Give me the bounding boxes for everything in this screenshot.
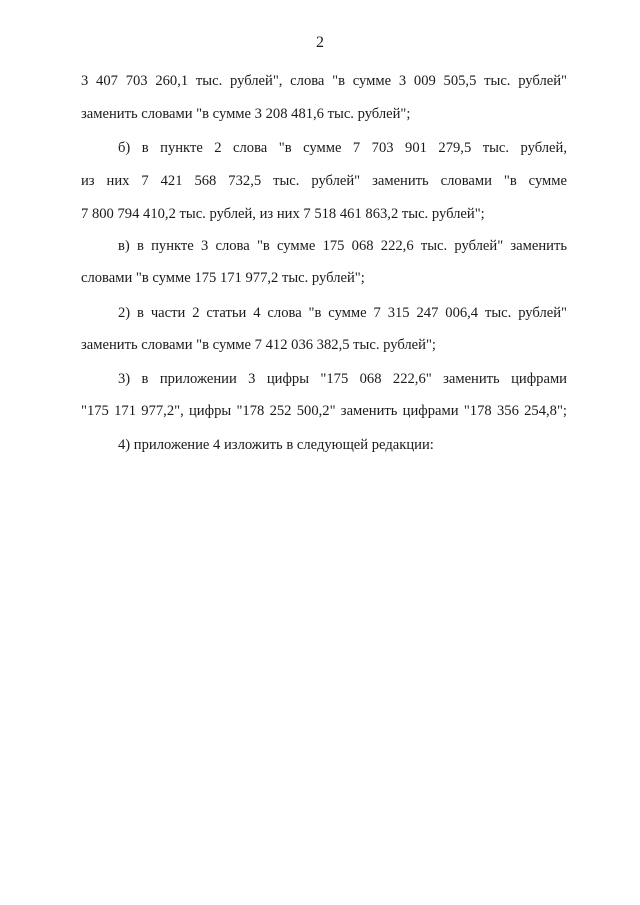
text-line: 3) в приложении 3 цифры "175 068 222,6" заменить цифрами xyxy=(118,371,567,387)
text-line: заменить словами "в сумме 7 412 036 382,5 тыс. рублей"; xyxy=(81,337,436,353)
text-line: 7 800 794 410,2 тыс. рублей, из них 7 518 461 863,2 тыс. рублей"; xyxy=(81,206,485,222)
text-line: "175 171 977,2", цифры "178 252 500,2" заменить цифрами "178 356 254,8"; xyxy=(81,403,567,419)
page-number: 2 xyxy=(316,34,324,51)
text-line: б) в пункте 2 слова "в сумме 7 703 901 279,5 тыс. рублей, xyxy=(118,140,567,156)
text-line: в) в пункте 3 слова "в сумме 175 068 222,6 тыс. рублей" заменить xyxy=(118,238,567,254)
text-line: заменить словами "в сумме 3 208 481,6 тыс. рублей"; xyxy=(81,106,411,122)
text-line: из них 7 421 568 732,5 тыс. рублей" заменить словами "в сумме xyxy=(81,173,567,189)
text-line: 3 407 703 260,1 тыс. рублей", слова "в сумме 3 009 505,5 тыс. рублей" xyxy=(81,73,567,89)
text-line: 2) в части 2 статьи 4 слова "в сумме 7 315 247 006,4 тыс. рублей" xyxy=(118,305,567,321)
text-line: 4) приложение 4 изложить в следующей редакции: xyxy=(118,437,434,453)
text-line: словами "в сумме 175 171 977,2 тыс. рублей"; xyxy=(81,270,365,286)
